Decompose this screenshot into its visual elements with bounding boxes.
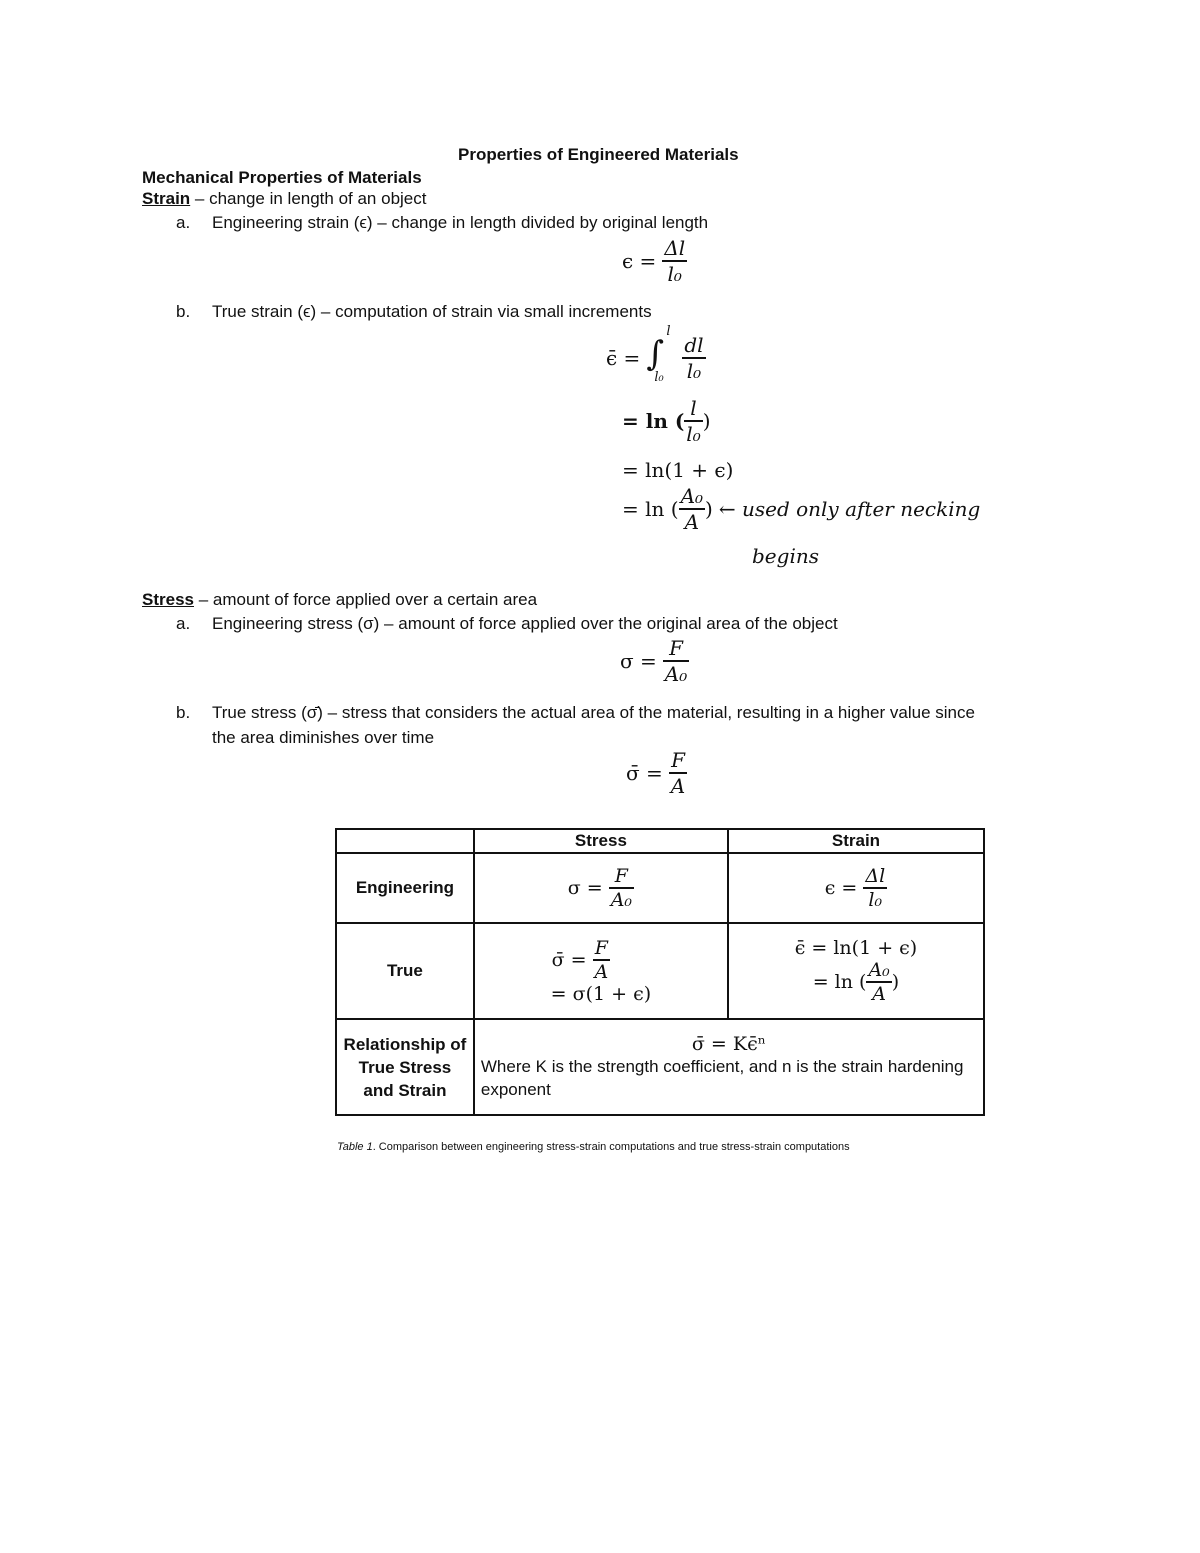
eq-lhs: = ln ( <box>622 497 679 521</box>
fraction-denominator: A <box>684 510 700 534</box>
fraction-denominator: l₀ <box>667 262 682 286</box>
stress-definition-text: – amount of force applied over a certain area <box>193 590 538 609</box>
fraction <box>866 959 891 1005</box>
paren-close: ) <box>705 497 713 521</box>
page-title: Properties of Engineered Materials <box>458 145 739 164</box>
table-header-row <box>336 829 984 853</box>
cell-true-strain <box>728 923 984 1019</box>
table-header-empty <box>336 829 474 853</box>
fraction <box>663 636 689 686</box>
fraction-denominator: A <box>670 774 686 798</box>
true-strain-ln-l <box>622 396 711 446</box>
fraction-denominator: A₀ <box>610 889 633 911</box>
necking-note-continued: begins <box>752 544 819 568</box>
true-strain-integral <box>606 324 706 386</box>
integral-upper-limit: l <box>666 324 671 339</box>
cell-true-stress <box>474 923 728 1019</box>
eq-lhs: σ̄ = <box>626 761 663 785</box>
caption-text: . Comparison between engineering stress-strain computations and true stress-strain computations <box>372 1141 850 1153</box>
table-row-true <box>336 923 984 1019</box>
fraction-numerator: A₀ <box>680 484 704 508</box>
table-header-stress: Stress <box>474 829 728 853</box>
strain-a-marker: a. <box>176 213 191 232</box>
eq-lhs: σ = <box>567 877 603 899</box>
eq-lhs: ϵ = <box>824 877 858 899</box>
fraction-denominator: l₀ <box>868 889 883 911</box>
fraction-denominator: A <box>594 961 609 983</box>
section-heading: Mechanical Properties of Materials <box>142 168 422 187</box>
row-label-true: True <box>336 923 474 1019</box>
table-caption <box>337 1141 850 1153</box>
fraction <box>662 236 687 286</box>
strain-b-marker: b. <box>176 302 191 321</box>
table-row-relationship <box>336 1019 984 1115</box>
cell-eng-strain <box>728 853 984 923</box>
true-stress-equation <box>626 748 687 798</box>
integral-lower-limit: l₀ <box>654 370 664 385</box>
necking-note: ← used only after necking <box>718 497 981 521</box>
true-stress-line2: = σ(1 + ϵ) <box>550 983 652 1005</box>
true-strain-ln-eps <box>622 458 733 482</box>
fraction <box>679 484 705 534</box>
fraction <box>682 333 705 383</box>
fraction-numerator: l <box>690 396 697 420</box>
true-strain-line1: ϵ̄ = ln(1 + ϵ) <box>794 937 918 959</box>
fraction-numerator: F <box>671 748 685 772</box>
integral-sign: ∫ <box>646 334 665 374</box>
fraction-numerator: A₀ <box>868 959 890 981</box>
fraction <box>609 865 634 911</box>
comparison-table <box>335 828 985 1116</box>
eq-lhs: = ln ( <box>622 409 685 433</box>
row-label-engineering: Engineering <box>336 853 474 923</box>
stress-a-text: Engineering stress (σ) – amount of force applied over the original area of the object <box>212 614 838 633</box>
fraction-denominator: l₀ <box>686 422 701 446</box>
fraction <box>669 748 687 798</box>
stress-b-text-line1: True stress (σ̄) – stress that considers the actual area of the material, resulting in a higher value since <box>212 703 975 722</box>
strain-a-text: Engineering strain (ϵ) – change in length divided by original length <box>212 213 709 232</box>
eq-lhs: σ = <box>620 649 657 673</box>
eq-lhs: σ̄ = <box>551 949 587 971</box>
strain-definition-text: – change in length of an object <box>190 189 427 208</box>
caption-label: Table 1 <box>337 1141 373 1153</box>
table-row-engineering <box>336 853 984 923</box>
true-strain-ln-area <box>622 484 980 534</box>
cell-eng-stress <box>474 853 728 923</box>
cell-relationship <box>474 1019 984 1115</box>
strain-definition <box>142 187 426 211</box>
fraction <box>863 865 887 911</box>
fraction <box>593 937 611 983</box>
eq-text: = ln(1 + ϵ) <box>622 458 734 482</box>
eng-strain-equation <box>622 236 687 286</box>
stress-b-text-line2: the area diminishes over time <box>212 728 435 747</box>
stress-a-marker: a. <box>176 614 191 633</box>
row-label-relationship: Relationship of True Stress and Strain <box>336 1019 474 1115</box>
relationship-equation: σ̄ = Kϵ̄ⁿ <box>691 1033 766 1055</box>
fraction <box>684 396 702 446</box>
stress-b-marker: b. <box>176 703 191 722</box>
eq-lhs: ϵ̄ = <box>606 346 641 370</box>
relationship-text: Where K is the strength coefficient, and n is the strain hardening exponent <box>480 1057 964 1099</box>
eq-lhs: = ln ( <box>812 971 867 993</box>
paren-close: ) <box>891 971 900 993</box>
fraction-denominator: A₀ <box>664 662 688 686</box>
eng-stress-equation <box>620 636 689 686</box>
paren-close: ) <box>702 409 711 433</box>
integral <box>646 324 676 386</box>
fraction-numerator: F <box>669 636 683 660</box>
stress-term: Stress <box>142 590 194 609</box>
eq-lhs: ϵ = <box>622 249 657 273</box>
fraction-numerator: Δl <box>865 865 886 887</box>
fraction-numerator: F <box>594 937 608 959</box>
table-header-strain: Strain <box>728 829 984 853</box>
fraction-denominator: A <box>872 983 886 1005</box>
fraction-numerator: Δl <box>664 236 686 260</box>
fraction-numerator: F <box>614 865 628 887</box>
fraction-denominator: l₀ <box>686 359 702 383</box>
fraction-numerator: dl <box>684 333 704 357</box>
stress-definition <box>142 588 537 612</box>
strain-b-text: True strain (ϵ) – computation of strain via small increments <box>212 302 652 321</box>
strain-term: Strain <box>142 189 191 208</box>
